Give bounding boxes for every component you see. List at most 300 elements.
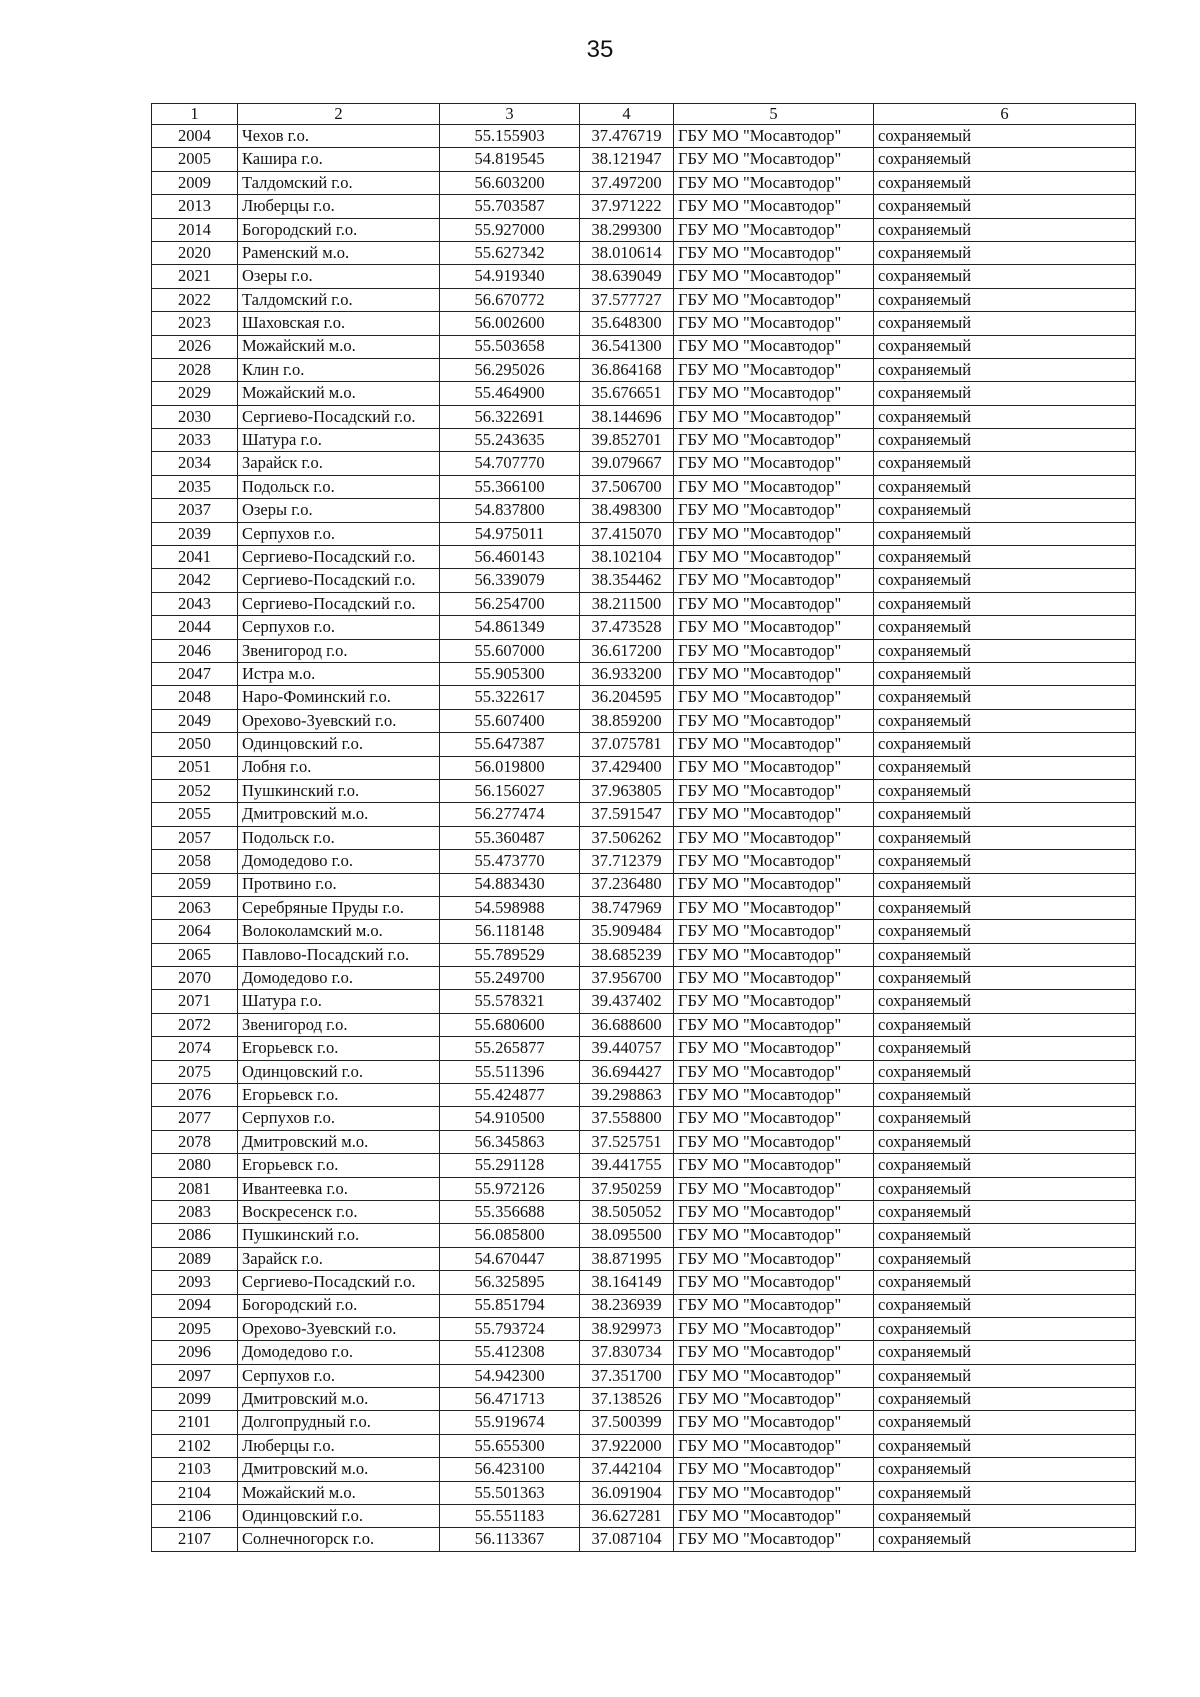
row-number-cell: 2023 — [152, 312, 238, 335]
longitude-cell: 39.852701 — [580, 429, 674, 452]
longitude-cell: 37.075781 — [580, 733, 674, 756]
latitude-cell: 55.503658 — [440, 335, 580, 358]
row-number-cell: 2077 — [152, 1107, 238, 1130]
organization-cell: ГБУ МО "Мосавтодор" — [674, 1224, 874, 1247]
table-row — [152, 522, 1136, 545]
municipality-cell: Можайский м.о. — [238, 335, 440, 358]
row-number-cell: 2064 — [152, 920, 238, 943]
latitude-cell: 56.670772 — [440, 288, 580, 311]
status-cell: сохраняемый — [874, 569, 1136, 592]
municipality-cell: Звенигород г.о. — [238, 1013, 440, 1036]
row-number-cell: 2106 — [152, 1505, 238, 1528]
municipality-cell: Воскресенск г.о. — [238, 1200, 440, 1223]
municipality-cell: Чехов г.о. — [238, 125, 440, 148]
table-row — [152, 826, 1136, 849]
longitude-cell: 38.505052 — [580, 1200, 674, 1223]
municipality-cell: Талдомский г.о. — [238, 171, 440, 194]
table-row — [152, 1013, 1136, 1036]
status-cell: сохраняемый — [874, 616, 1136, 639]
organization-cell: ГБУ МО "Мосавтодор" — [674, 171, 874, 194]
latitude-cell: 55.919674 — [440, 1411, 580, 1434]
latitude-cell: 54.975011 — [440, 522, 580, 545]
organization-cell: ГБУ МО "Мосавтодор" — [674, 1434, 874, 1457]
municipality-cell: Сергиево-Посадский г.о. — [238, 1271, 440, 1294]
status-cell: сохраняемый — [874, 241, 1136, 264]
row-number-cell: 2013 — [152, 195, 238, 218]
municipality-cell: Подольск г.о. — [238, 826, 440, 849]
latitude-cell: 54.837800 — [440, 499, 580, 522]
municipality-cell: Одинцовский г.о. — [238, 733, 440, 756]
status-cell: сохраняемый — [874, 826, 1136, 849]
table-row — [152, 1107, 1136, 1130]
organization-cell: ГБУ МО "Мосавтодор" — [674, 826, 874, 849]
longitude-cell: 38.010614 — [580, 241, 674, 264]
municipality-cell: Раменский м.о. — [238, 241, 440, 264]
longitude-cell: 38.299300 — [580, 218, 674, 241]
table-row — [152, 1481, 1136, 1504]
table-row — [152, 218, 1136, 241]
longitude-cell: 37.506700 — [580, 475, 674, 498]
organization-cell: ГБУ МО "Мосавтодор" — [674, 1084, 874, 1107]
row-number-cell: 2101 — [152, 1411, 238, 1434]
table-row — [152, 896, 1136, 919]
status-cell: сохраняемый — [874, 639, 1136, 662]
longitude-cell: 38.747969 — [580, 896, 674, 919]
municipality-cell: Павлово-Посадский г.о. — [238, 943, 440, 966]
municipality-cell: Зарайск г.о. — [238, 1247, 440, 1270]
organization-cell: ГБУ МО "Мосавтодор" — [674, 639, 874, 662]
latitude-cell: 56.118148 — [440, 920, 580, 943]
longitude-cell: 38.236939 — [580, 1294, 674, 1317]
municipality-cell: Сергиево-Посадский г.о. — [238, 569, 440, 592]
status-cell: сохраняемый — [874, 405, 1136, 428]
organization-cell: ГБУ МО "Мосавтодор" — [674, 382, 874, 405]
latitude-cell: 55.322617 — [440, 686, 580, 709]
latitude-cell: 55.905300 — [440, 662, 580, 685]
longitude-cell: 39.079667 — [580, 452, 674, 475]
organization-cell: ГБУ МО "Мосавтодор" — [674, 779, 874, 802]
column-header-4: 4 — [580, 104, 674, 125]
status-cell: сохраняемый — [874, 873, 1136, 896]
row-number-cell: 2020 — [152, 241, 238, 264]
longitude-cell: 38.102104 — [580, 546, 674, 569]
table-row — [152, 1154, 1136, 1177]
row-number-cell: 2047 — [152, 662, 238, 685]
status-cell: сохраняемый — [874, 358, 1136, 381]
row-number-cell: 2043 — [152, 592, 238, 615]
municipality-cell: Клин г.о. — [238, 358, 440, 381]
organization-cell: ГБУ МО "Мосавтодор" — [674, 218, 874, 241]
longitude-cell: 37.830734 — [580, 1341, 674, 1364]
latitude-cell: 54.819545 — [440, 148, 580, 171]
page-number: 35 — [586, 36, 614, 63]
row-number-cell: 2021 — [152, 265, 238, 288]
organization-cell: ГБУ МО "Мосавтодор" — [674, 288, 874, 311]
organization-cell: ГБУ МО "Мосавтодор" — [674, 592, 874, 615]
longitude-cell: 37.591547 — [580, 803, 674, 826]
longitude-cell: 35.909484 — [580, 920, 674, 943]
latitude-cell: 54.919340 — [440, 265, 580, 288]
row-number-cell: 2102 — [152, 1434, 238, 1457]
status-cell: сохраняемый — [874, 686, 1136, 709]
organization-cell: ГБУ МО "Мосавтодор" — [674, 475, 874, 498]
table-row — [152, 850, 1136, 873]
municipality-cell: Люберцы г.о. — [238, 195, 440, 218]
municipality-cell: Домодедово г.о. — [238, 850, 440, 873]
municipality-cell: Серпухов г.о. — [238, 1107, 440, 1130]
longitude-cell: 37.712379 — [580, 850, 674, 873]
latitude-cell: 55.464900 — [440, 382, 580, 405]
municipality-cell: Озеры г.о. — [238, 499, 440, 522]
table-body — [152, 125, 1136, 1552]
organization-cell: ГБУ МО "Мосавтодор" — [674, 1130, 874, 1153]
longitude-cell: 37.415070 — [580, 522, 674, 545]
table-row — [152, 265, 1136, 288]
status-cell: сохраняемый — [874, 1364, 1136, 1387]
organization-cell: ГБУ МО "Мосавтодор" — [674, 756, 874, 779]
status-cell: сохраняемый — [874, 850, 1136, 873]
organization-cell: ГБУ МО "Мосавтодор" — [674, 1458, 874, 1481]
organization-cell: ГБУ МО "Мосавтодор" — [674, 616, 874, 639]
municipality-cell: Егорьевск г.о. — [238, 1154, 440, 1177]
status-cell: сохраняемый — [874, 288, 1136, 311]
organization-cell: ГБУ МО "Мосавтодор" — [674, 1341, 874, 1364]
longitude-cell: 38.164149 — [580, 1271, 674, 1294]
table-row — [152, 1200, 1136, 1223]
row-number-cell: 2041 — [152, 546, 238, 569]
row-number-cell: 2089 — [152, 1247, 238, 1270]
table-row — [152, 1341, 1136, 1364]
latitude-cell: 56.345863 — [440, 1130, 580, 1153]
status-cell: сохраняемый — [874, 382, 1136, 405]
longitude-cell: 36.541300 — [580, 335, 674, 358]
status-cell: сохраняемый — [874, 429, 1136, 452]
row-number-cell: 2049 — [152, 709, 238, 732]
status-cell: сохраняемый — [874, 1130, 1136, 1153]
table-row — [152, 733, 1136, 756]
table-row — [152, 1271, 1136, 1294]
row-number-cell: 2083 — [152, 1200, 238, 1223]
row-number-cell: 2022 — [152, 288, 238, 311]
status-cell: сохраняемый — [874, 475, 1136, 498]
municipality-cell: Ивантеевка г.о. — [238, 1177, 440, 1200]
latitude-cell: 55.607000 — [440, 639, 580, 662]
row-number-cell: 2081 — [152, 1177, 238, 1200]
latitude-cell: 55.551183 — [440, 1505, 580, 1528]
longitude-cell: 35.648300 — [580, 312, 674, 335]
organization-cell: ГБУ МО "Мосавтодор" — [674, 1200, 874, 1223]
municipality-cell: Истра м.о. — [238, 662, 440, 685]
table-row — [152, 499, 1136, 522]
header-row — [152, 104, 1136, 125]
status-cell: сохраняемый — [874, 803, 1136, 826]
table-row — [152, 452, 1136, 475]
row-number-cell: 2050 — [152, 733, 238, 756]
table-row — [152, 335, 1136, 358]
longitude-cell: 36.864168 — [580, 358, 674, 381]
municipality-cell: Можайский м.о. — [238, 1481, 440, 1504]
table-row — [152, 990, 1136, 1013]
status-cell: сохраняемый — [874, 1107, 1136, 1130]
row-number-cell: 2055 — [152, 803, 238, 826]
municipality-cell: Сергиево-Посадский г.о. — [238, 546, 440, 569]
longitude-cell: 38.685239 — [580, 943, 674, 966]
row-number-cell: 2078 — [152, 1130, 238, 1153]
latitude-cell: 55.789529 — [440, 943, 580, 966]
municipality-cell: Орехово-Зуевский г.о. — [238, 709, 440, 732]
row-number-cell: 2075 — [152, 1060, 238, 1083]
table-row — [152, 943, 1136, 966]
latitude-cell: 55.249700 — [440, 967, 580, 990]
column-header-3: 3 — [440, 104, 580, 125]
latitude-cell: 55.356688 — [440, 1200, 580, 1223]
column-header-5: 5 — [674, 104, 874, 125]
table-row — [152, 756, 1136, 779]
organization-cell: ГБУ МО "Мосавтодор" — [674, 499, 874, 522]
municipality-cell: Егорьевск г.о. — [238, 1037, 440, 1060]
row-number-cell: 2107 — [152, 1528, 238, 1551]
longitude-cell: 37.497200 — [580, 171, 674, 194]
longitude-cell: 37.971222 — [580, 195, 674, 218]
organization-cell: ГБУ МО "Мосавтодор" — [674, 1528, 874, 1551]
table-row — [152, 1294, 1136, 1317]
latitude-cell: 55.366100 — [440, 475, 580, 498]
organization-cell: ГБУ МО "Мосавтодор" — [674, 733, 874, 756]
status-cell: сохраняемый — [874, 546, 1136, 569]
row-number-cell: 2052 — [152, 779, 238, 802]
organization-cell: ГБУ МО "Мосавтодор" — [674, 1013, 874, 1036]
latitude-cell: 54.942300 — [440, 1364, 580, 1387]
latitude-cell: 56.295026 — [440, 358, 580, 381]
longitude-cell: 38.871995 — [580, 1247, 674, 1270]
row-number-cell: 2086 — [152, 1224, 238, 1247]
municipality-cell: Шатура г.о. — [238, 990, 440, 1013]
latitude-cell: 54.598988 — [440, 896, 580, 919]
municipality-cell: Зарайск г.о. — [238, 452, 440, 475]
municipality-cell: Долгопрудный г.о. — [238, 1411, 440, 1434]
row-number-cell: 2099 — [152, 1388, 238, 1411]
organization-cell: ГБУ МО "Мосавтодор" — [674, 943, 874, 966]
table-row — [152, 148, 1136, 171]
latitude-cell: 55.627342 — [440, 241, 580, 264]
municipality-cell: Дмитровский м.о. — [238, 1130, 440, 1153]
latitude-cell: 56.085800 — [440, 1224, 580, 1247]
organization-cell: ГБУ МО "Мосавтодор" — [674, 452, 874, 475]
table-row — [152, 920, 1136, 943]
municipality-cell: Кашира г.о. — [238, 148, 440, 171]
table-row — [152, 1434, 1136, 1457]
table-row — [152, 1505, 1136, 1528]
table-row — [152, 1060, 1136, 1083]
row-number-cell: 2072 — [152, 1013, 238, 1036]
organization-cell: ГБУ МО "Мосавтодор" — [674, 896, 874, 919]
status-cell: сохраняемый — [874, 990, 1136, 1013]
latitude-cell: 55.607400 — [440, 709, 580, 732]
status-cell: сохраняемый — [874, 756, 1136, 779]
longitude-cell: 37.500399 — [580, 1411, 674, 1434]
municipality-cell: Сергиево-Посадский г.о. — [238, 592, 440, 615]
column-header-1: 1 — [152, 104, 238, 125]
table-row — [152, 1317, 1136, 1340]
table-row — [152, 1084, 1136, 1107]
status-cell: сохраняемый — [874, 171, 1136, 194]
status-cell: сохраняемый — [874, 662, 1136, 685]
row-number-cell: 2009 — [152, 171, 238, 194]
organization-cell: ГБУ МО "Мосавтодор" — [674, 312, 874, 335]
organization-cell: ГБУ МО "Мосавтодор" — [674, 1271, 874, 1294]
table-row — [152, 546, 1136, 569]
table-row — [152, 1130, 1136, 1153]
table-row — [152, 1411, 1136, 1434]
table-row — [152, 195, 1136, 218]
table-row — [152, 1458, 1136, 1481]
status-cell: сохраняемый — [874, 335, 1136, 358]
row-number-cell: 2037 — [152, 499, 238, 522]
table-row — [152, 405, 1136, 428]
municipality-cell: Волоколамский м.о. — [238, 920, 440, 943]
municipality-cell: Домодедово г.о. — [238, 1341, 440, 1364]
longitude-cell: 38.639049 — [580, 265, 674, 288]
status-cell: сохраняемый — [874, 1037, 1136, 1060]
table-row — [152, 125, 1136, 148]
municipality-cell: Сергиево-Посадский г.о. — [238, 405, 440, 428]
latitude-cell: 55.647387 — [440, 733, 580, 756]
row-number-cell: 2063 — [152, 896, 238, 919]
organization-cell: ГБУ МО "Мосавтодор" — [674, 125, 874, 148]
municipality-cell: Одинцовский г.о. — [238, 1505, 440, 1528]
latitude-cell: 56.423100 — [440, 1458, 580, 1481]
status-cell: сохраняемый — [874, 125, 1136, 148]
latitude-cell: 55.291128 — [440, 1154, 580, 1177]
organization-cell: ГБУ МО "Мосавтодор" — [674, 1107, 874, 1130]
longitude-cell: 37.506262 — [580, 826, 674, 849]
organization-cell: ГБУ МО "Мосавтодор" — [674, 686, 874, 709]
table-row — [152, 1364, 1136, 1387]
longitude-cell: 37.442104 — [580, 1458, 674, 1481]
table-row — [152, 358, 1136, 381]
row-number-cell: 2057 — [152, 826, 238, 849]
organization-cell: ГБУ МО "Мосавтодор" — [674, 522, 874, 545]
row-number-cell: 2026 — [152, 335, 238, 358]
longitude-cell: 38.929973 — [580, 1317, 674, 1340]
row-number-cell: 2104 — [152, 1481, 238, 1504]
status-cell: сохраняемый — [874, 1294, 1136, 1317]
municipality-cell: Солнечногорск г.о. — [238, 1528, 440, 1551]
organization-cell: ГБУ МО "Мосавтодор" — [674, 1247, 874, 1270]
table-row — [152, 803, 1136, 826]
table-row — [152, 429, 1136, 452]
table-row — [152, 569, 1136, 592]
status-cell: сохраняемый — [874, 1013, 1136, 1036]
municipality-cell: Можайский м.о. — [238, 382, 440, 405]
status-cell: сохраняемый — [874, 1434, 1136, 1457]
latitude-cell: 55.578321 — [440, 990, 580, 1013]
latitude-cell: 55.793724 — [440, 1317, 580, 1340]
municipality-cell: Озеры г.о. — [238, 265, 440, 288]
organization-cell: ГБУ МО "Мосавтодор" — [674, 967, 874, 990]
organization-cell: ГБУ МО "Мосавтодор" — [674, 1317, 874, 1340]
status-cell: сохраняемый — [874, 1247, 1136, 1270]
organization-cell: ГБУ МО "Мосавтодор" — [674, 803, 874, 826]
row-number-cell: 2014 — [152, 218, 238, 241]
row-number-cell: 2030 — [152, 405, 238, 428]
row-number-cell: 2034 — [152, 452, 238, 475]
latitude-cell: 55.501363 — [440, 1481, 580, 1504]
organization-cell: ГБУ МО "Мосавтодор" — [674, 195, 874, 218]
row-number-cell: 2097 — [152, 1364, 238, 1387]
status-cell: сохраняемый — [874, 1060, 1136, 1083]
organization-cell: ГБУ МО "Мосавтодор" — [674, 1060, 874, 1083]
municipality-cell: Одинцовский г.о. — [238, 1060, 440, 1083]
longitude-cell: 37.236480 — [580, 873, 674, 896]
municipality-cell: Орехово-Зуевский г.о. — [238, 1317, 440, 1340]
status-cell: сохраняемый — [874, 265, 1136, 288]
status-cell: сохраняемый — [874, 1084, 1136, 1107]
latitude-cell: 55.927000 — [440, 218, 580, 241]
organization-cell: ГБУ МО "Мосавтодор" — [674, 1154, 874, 1177]
latitude-cell: 54.861349 — [440, 616, 580, 639]
longitude-cell: 37.963805 — [580, 779, 674, 802]
longitude-cell: 39.441755 — [580, 1154, 674, 1177]
status-cell: сохраняемый — [874, 499, 1136, 522]
row-number-cell: 2044 — [152, 616, 238, 639]
table-row — [152, 382, 1136, 405]
longitude-cell: 37.922000 — [580, 1434, 674, 1457]
status-cell: сохраняемый — [874, 452, 1136, 475]
longitude-cell: 36.688600 — [580, 1013, 674, 1036]
latitude-cell: 55.412308 — [440, 1341, 580, 1364]
organization-cell: ГБУ МО "Мосавтодор" — [674, 429, 874, 452]
latitude-cell: 56.460143 — [440, 546, 580, 569]
municipality-cell: Шаховская г.о. — [238, 312, 440, 335]
status-cell: сохраняемый — [874, 1505, 1136, 1528]
column-header-2: 2 — [238, 104, 440, 125]
organization-cell: ГБУ МО "Мосавтодор" — [674, 569, 874, 592]
longitude-cell: 37.525751 — [580, 1130, 674, 1153]
longitude-cell: 36.204595 — [580, 686, 674, 709]
organization-cell: ГБУ МО "Мосавтодор" — [674, 358, 874, 381]
row-number-cell: 2029 — [152, 382, 238, 405]
municipality-cell: Дмитровский м.о. — [238, 803, 440, 826]
row-number-cell: 2042 — [152, 569, 238, 592]
table-row — [152, 686, 1136, 709]
status-cell: сохраняемый — [874, 522, 1136, 545]
status-cell: сохраняемый — [874, 148, 1136, 171]
organization-cell: ГБУ МО "Мосавтодор" — [674, 1388, 874, 1411]
latitude-cell: 55.511396 — [440, 1060, 580, 1083]
organization-cell: ГБУ МО "Мосавтодор" — [674, 546, 874, 569]
longitude-cell: 35.676651 — [580, 382, 674, 405]
table-row — [152, 288, 1136, 311]
longitude-cell: 37.577727 — [580, 288, 674, 311]
organization-cell: ГБУ МО "Мосавтодор" — [674, 662, 874, 685]
organization-cell: ГБУ МО "Мосавтодор" — [674, 241, 874, 264]
latitude-cell: 56.156027 — [440, 779, 580, 802]
latitude-cell: 55.243635 — [440, 429, 580, 452]
longitude-cell: 38.144696 — [580, 405, 674, 428]
row-number-cell: 2033 — [152, 429, 238, 452]
registry-table — [151, 103, 1136, 1552]
longitude-cell: 38.498300 — [580, 499, 674, 522]
latitude-cell: 56.277474 — [440, 803, 580, 826]
table-row — [152, 967, 1136, 990]
longitude-cell: 37.429400 — [580, 756, 674, 779]
row-number-cell: 2093 — [152, 1271, 238, 1294]
row-number-cell: 2059 — [152, 873, 238, 896]
row-number-cell: 2094 — [152, 1294, 238, 1317]
organization-cell: ГБУ МО "Мосавтодор" — [674, 265, 874, 288]
organization-cell: ГБУ МО "Мосавтодор" — [674, 990, 874, 1013]
